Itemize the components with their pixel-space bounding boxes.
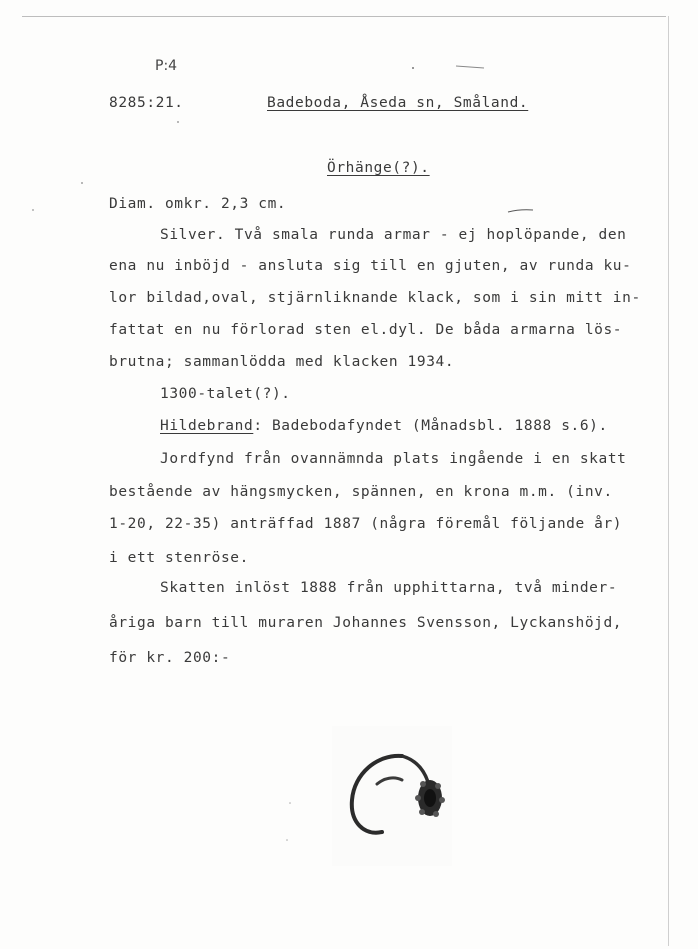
reference-text: : Badebodafyndet (Månadsbl. 1888 s.6). bbox=[253, 418, 608, 434]
ring-empty-setting bbox=[424, 789, 436, 807]
find-location: Badeboda, Åseda sn, Småland. bbox=[267, 95, 529, 111]
object-title: Örhänge(?). bbox=[327, 160, 430, 176]
purchase-line-2: åriga barn till muraren Johannes Svensson, Lyckanshöjd, bbox=[109, 615, 623, 631]
reference-author: Hildebrand bbox=[160, 418, 254, 434]
handwritten-mark: P:4 bbox=[155, 58, 178, 74]
ring-granule bbox=[419, 809, 425, 815]
find-line-4: i ett stenröse. bbox=[109, 550, 249, 566]
find-line-2: bestående av hängsmycken, spännen, en krona m.m. (inv. bbox=[109, 484, 613, 500]
dating: 1300-talet(?). bbox=[160, 386, 291, 402]
body-line-3: lor bildad,oval, stjärnliknande klack, som i sin mitt in- bbox=[109, 290, 641, 306]
diameter: Diam. omkr. 2,3 cm. bbox=[109, 196, 287, 212]
body-line-2: ena nu inböjd - ansluta sig till en gjuten, av runda ku- bbox=[109, 258, 632, 274]
ring-granule bbox=[415, 795, 421, 801]
ring-photo bbox=[332, 726, 452, 866]
catalog-number: 8285:21. bbox=[109, 95, 184, 111]
body-line-5: brutna; sammanlödda med klacken 1934. bbox=[109, 354, 455, 370]
find-line-3: 1-20, 22-35) anträffad 1887 (några föremål följande år) bbox=[109, 516, 623, 532]
ring-granule bbox=[433, 811, 439, 817]
body-line-1: Silver. Två smala runda armar - ej hoplöpande, den bbox=[160, 227, 627, 243]
body-line-4: fattat en nu förlorad sten el.dyl. De båda armarna lös- bbox=[109, 322, 623, 338]
ring-granule bbox=[420, 781, 426, 787]
purchase-line-3: för kr. 200:- bbox=[109, 650, 231, 666]
ring-granule bbox=[435, 783, 441, 789]
purchase-line-1: Skatten inlöst 1888 från upphittarna, två minder- bbox=[160, 580, 618, 596]
ring-granule bbox=[439, 797, 445, 803]
reference bbox=[160, 418, 608, 434]
find-line-1: Jordfynd från ovannämnda plats ingående i en skatt bbox=[160, 451, 627, 467]
